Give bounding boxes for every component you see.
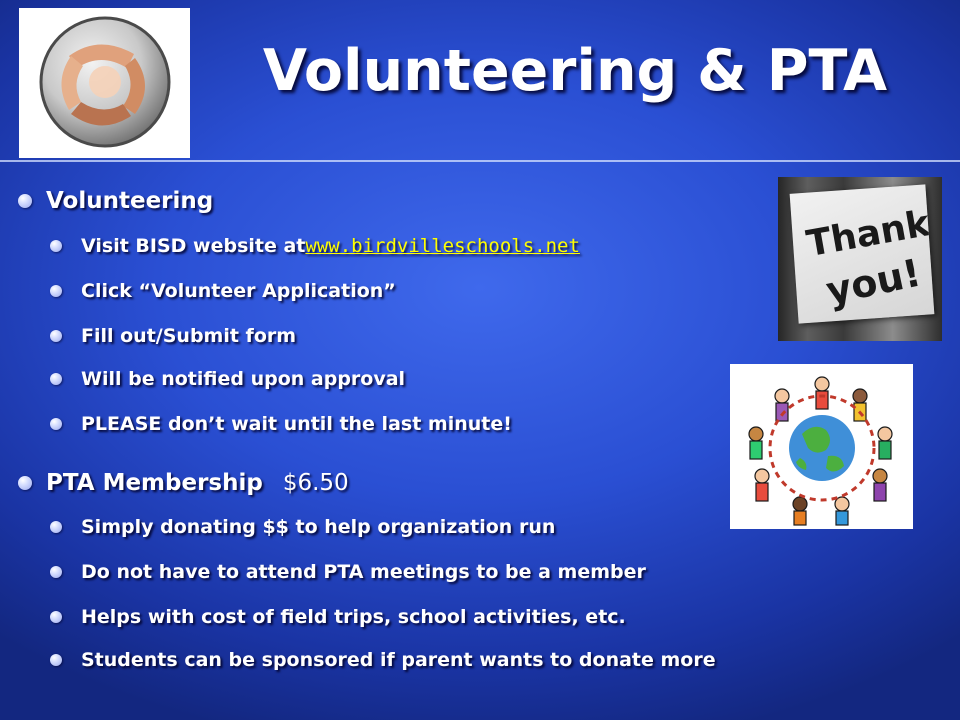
bullet-icon [50,418,62,430]
list-item-text: Helps with cost of field trips, school activities, etc. [81,606,626,628]
section-heading-label: PTA Membership [46,470,263,496]
list-item-text: Will be notified upon approval [81,368,406,390]
globe-with-children-icon [730,364,913,529]
thank-you-lettering-icon [790,184,935,323]
list-item-text: Students can be sponsored if parent wants to donate more [81,649,716,671]
bullet-icon [50,330,62,342]
svg-text:you!: you! [822,250,925,314]
list-item-text: PLEASE don’t wait until the last minute! [81,413,512,435]
list-item-donating [50,516,555,538]
list-item-sponsored [50,649,716,671]
bullet-icon [50,285,62,297]
section-heading-volunteering [18,188,213,214]
bullet-icon [50,611,62,623]
birdville-website-link[interactable]: www.birdvilleschools.net [305,235,580,257]
section-heading-label: Volunteering [46,188,214,214]
list-item-dont-wait [50,413,512,435]
list-item-field-trips [50,606,626,628]
kids-around-globe-image [730,364,913,529]
hands-circle-icon [39,16,171,148]
list-item-text: Visit BISD website at [81,235,306,257]
bullet-icon [18,476,32,490]
hands-logo [19,8,190,158]
membership-price: $6.50 [282,470,349,496]
bullet-icon [18,194,32,208]
bullet-icon [50,240,62,252]
thank-you-sign [790,184,935,323]
bullet-icon [50,654,62,666]
bullet-icon [50,566,62,578]
list-item-text: Do not have to attend PTA meetings to be a member [81,561,646,583]
list-item-meetings [50,561,646,583]
title-divider [0,160,960,162]
bullet-icon [50,521,62,533]
list-item-submit-form [50,325,296,347]
list-item-volunteer-application [50,280,396,302]
bullet-icon [50,373,62,385]
list-item-visit-website [50,235,580,257]
thank-you-photo [778,177,942,341]
svg-text:Thank: Thank [803,203,933,266]
list-item-text: Click “Volunteer Application” [81,280,396,302]
list-item-notified [50,368,405,390]
list-item-text: Simply donating $$ to help organization run [81,516,556,538]
section-heading-pta-membership [18,470,349,496]
slide-title: Volunteering & PTA [262,38,888,104]
list-item-text: Fill out/Submit form [81,325,297,347]
